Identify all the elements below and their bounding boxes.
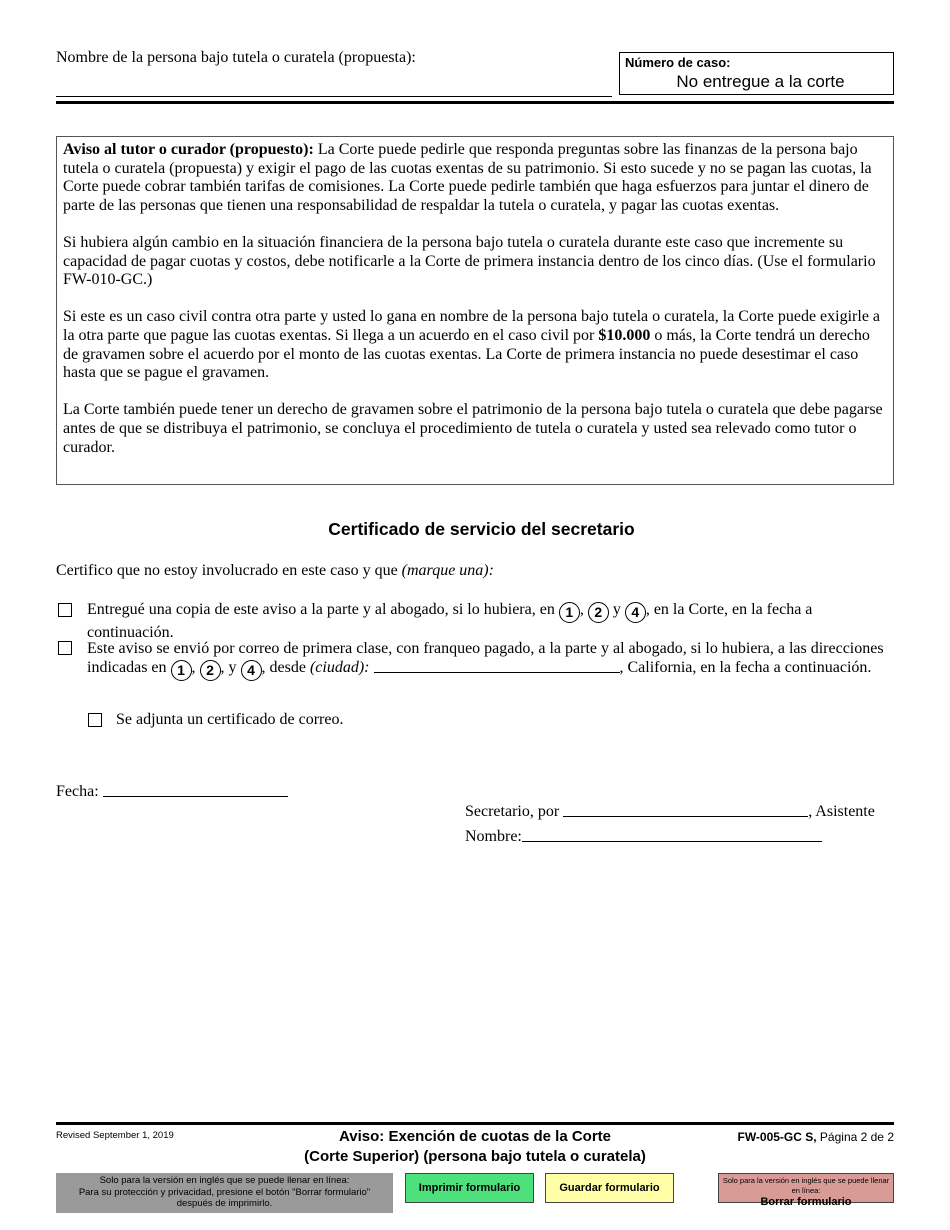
case-number-box	[619, 52, 894, 95]
case-number-value[interactable]: No entregue a la corte	[676, 72, 845, 91]
header-rule	[56, 101, 894, 104]
item-mail-certificate-text: Se adjunta un certificado de correo.	[116, 711, 344, 728]
circle-2: 2	[588, 602, 609, 623]
city-field[interactable]	[374, 658, 620, 673]
footer-rule	[56, 1122, 894, 1125]
notice-paragraph-4: La Corte también puede tener un derecho de gravamen sobre el patrimonio de la persona bajo tutela o curatela que debe pagarse antes de que se distribuya el patrimonio, se concluya el procedimiento de tutela o curatela y usted sea relevado como tutor o curador.	[63, 401, 883, 456]
clear-button[interactable]: Solo para la versión en inglés que se puede llenar en línea: Borrar formulario	[718, 1173, 894, 1203]
name-field[interactable]	[522, 827, 822, 842]
notice-paragraph-3: Si este es un caso civil contra otra parte y usted lo gana en nombre de la persona bajo tutela o curatela, la Corte puede exigirle a la otra parte que pague las cuotas exentas. Si llega a un acuerdo en el caso civil por $10.000 o más, la Corte tendrá un derecho de gravamen sobre el acuerdo por el monto de las cuotas exentas. La Corte de primera instancia no puede desestimar el caso hasta que se pague el gravamen.	[63, 308, 881, 382]
item-mailed-text: Este aviso se envió por correo de primera clase, con franqueo pagado, a la parte y al abogado, si lo hubiera, a las direcciones indicadas en 1 , 2 , y 4 , desde (ciudad): , California, en la fecha a continuación.	[87, 639, 899, 681]
person-name-field[interactable]	[56, 96, 612, 97]
case-number-label: Número de caso:	[625, 55, 731, 70]
form-number: FW-005-GC S, Página 2 de 2	[737, 1130, 894, 1144]
print-button[interactable]: Imprimir formulario	[405, 1173, 534, 1203]
clerk-field[interactable]	[563, 802, 808, 817]
name-row: Nombre:	[465, 827, 822, 846]
date-row: Fecha:	[56, 782, 288, 801]
privacy-note: Solo para la versión en inglés que se puede llenar en línea: Para su protección y privacidad, presione el botón "Borrar formulario" después de imprimirlo.	[56, 1173, 393, 1213]
circle-2: 2	[200, 660, 221, 681]
save-button[interactable]: Guardar formulario	[545, 1173, 674, 1203]
notice-paragraph-2: Si hubiera algún cambio en la situación financiera de la persona bajo tutela o curatela durante este caso que incremente su capacidad de pagar cuotas y costos, debe notificarle a la Corte de primera instancia dentro de los cinco días. (Use el formulario FW-010-GC.)	[63, 233, 876, 289]
circle-1: 1	[559, 602, 580, 623]
lien-amount: $10.000	[598, 326, 651, 344]
notice-lead: Aviso al tutor o curador (propuesto):	[63, 141, 314, 158]
notice-box	[56, 136, 894, 485]
circle-1: 1	[171, 660, 192, 681]
circle-4: 4	[625, 602, 646, 623]
checkbox-mailed[interactable]	[58, 641, 72, 655]
notice-paragraph-1: Aviso al tutor o curador (propuesto): La Corte puede pedirle que responda preguntas sobre las finanzas de la persona bajo tutela o curatela (propuesta) y exigir el pago de las cuotas exentas de su patrimonio. Si esto sucede y no se pagan las cuotas, la Corte puede cobrar también tarifas de comisiones. La Corte puede pedirle también que haga esfuerzos para juntar el dinero de parte de las personas que tienen una responsabilidad de respaldar la tutela o curatela, y pagar las cuotas exentas.	[63, 141, 872, 214]
form-title: Aviso: Exención de cuotas de la Corte (Corte Superior) (persona bajo tutela o curatela)	[304, 1128, 646, 1165]
certificate-intro: Certifico que no estoy involucrado en este caso y que (marque una):	[56, 562, 494, 579]
clerk-row: Secretario, por , Asistente	[465, 803, 875, 820]
revised-date: Revised September 1, 2019	[56, 1130, 174, 1141]
certificate-title: Certificado de servicio del secretario	[328, 519, 635, 539]
checkbox-delivered[interactable]	[58, 603, 72, 617]
checkbox-mail-certificate[interactable]	[88, 713, 102, 727]
person-name-label: Nombre de la persona bajo tutela o curatela (propuesta):	[56, 49, 416, 66]
circle-4: 4	[241, 660, 262, 681]
item-delivered-text: Entregué una copia de este aviso a la parte y al abogado, si lo hubiera, en 1 , 2 y 4 , en la Corte, en la fecha a continuación.	[87, 601, 813, 641]
date-field[interactable]	[103, 782, 288, 797]
